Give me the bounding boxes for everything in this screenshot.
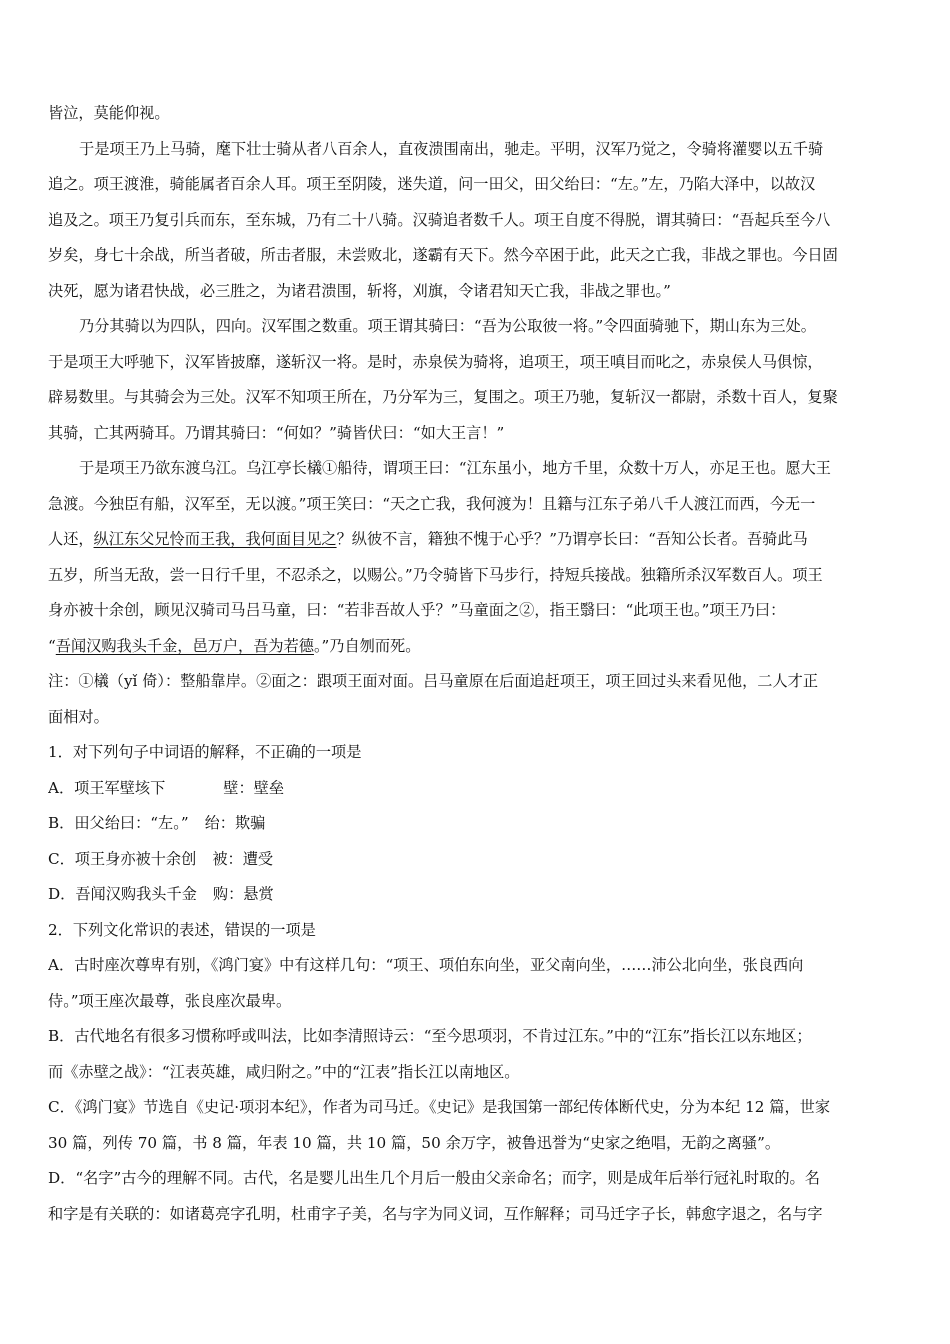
option-d-line: 和字是有关联的：如诸葛亮字孔明，杜甫字子美，名与字为同义词，互作解释；司马迁字子长，韩愈字退之，名与字 [48, 1204, 823, 1223]
option-label: C．项王身亦被十余创 [48, 849, 197, 868]
option-gloss: 壁：壁垒 [223, 778, 285, 797]
question-stem: 1．对下列句子中词语的解释，不正确的一项是 [48, 743, 362, 761]
passage-line [48, 522, 906, 558]
paragraph-wujiang [48, 451, 906, 664]
question-1 [48, 735, 906, 913]
option-b-line: 而《赤壁之战》：“江表英雄，咸归附之。”中的“江表”指长江以南地区。 [48, 1062, 520, 1081]
option-label: D．吾闻汉购我头千金 [48, 885, 197, 903]
passage-line: 于是项王大呼驰下，汉军皆披靡，遂斩汉一将。是时，赤泉侯为骑将，追项王，项王嗔目而叱之，赤泉侯人马俱惊， [48, 352, 823, 371]
passage-line: 岁矣，身七十余战，所当者破，所击者服，未尝败北，遂霸有天下。然今卒困于此，此天之亡我，非战之罪也。今日固 [48, 246, 838, 264]
text-segment: 人还， [48, 530, 94, 548]
option-c [48, 842, 906, 878]
paragraph-four-groups [48, 309, 906, 451]
option-c-line: C．《鸿门宴》节选自《史记·项羽本纪》，作者为司马迁。《史记》是我国第一部纪传体断代史，分为本纪 12 篇，世家 [48, 1098, 831, 1116]
option-a-line: A．古时座次尊卑有别，《鸿门宴》中有这样几句：“项王、项伯东向坐，亚父南向坐，……沛公北向坐，张良西向 [48, 956, 804, 974]
passage-line: 追之。项王渡淮，骑能属者百余人耳。项王至阴陵，迷失道，问一田父，田父绐曰：“左。”左，乃陷大泽中，以故汉 [48, 175, 816, 193]
question-2 [48, 913, 906, 1233]
option-gloss: 购：悬赏 [212, 885, 274, 903]
passage-line: 于是项王乃上马骑，麾下壮士骑从者八百余人，直夜溃围南出，驰走。平明，汉军乃觉之，令骑将灌婴以五千骑 [79, 139, 824, 158]
paragraph-escape [48, 132, 906, 310]
passage-line: 五岁，所当无敌，尝一日行千里，不忍杀之，以赐公。”乃令骑皆下马步行，持短兵接战。独籍所杀汉军数百人。项王 [48, 565, 823, 584]
note-line: 注：①檥（yǐ 倚）：整船靠岸。②面之：跟项王面对面。吕马童原在后面追赶项王，项王回过头来看见他，二人才正 [48, 672, 819, 690]
option-b [48, 806, 906, 842]
option-b-line: B．古代地名有很多习惯称呼或叫法，比如李清照诗云：“至今思项羽，不肯过江东。”中的“江东”指长江以东地区； [48, 1027, 812, 1045]
option-d-line: D．“名字”古今的理解不同。古代，名是婴儿出生几个月后一般由父亲命名；而字，则是成年后举行冠礼时取的。名 [48, 1169, 820, 1187]
option-a [48, 771, 906, 807]
option-label: A．项王军壁垓下 [48, 778, 166, 797]
option-d [48, 877, 906, 913]
document-page [48, 96, 906, 1232]
question-stem: 2．下列文化常识的表述，错误的一项是 [48, 920, 316, 939]
text-segment: “ [48, 636, 56, 655]
underlined-sentence-1: 纵江东父兄怜而王我，我何面目见之 [93, 530, 337, 548]
passage-line: 于是项王乃欲东渡乌江。乌江亭长檥①船待，谓项王曰：“江东虽小，地方千里，众数十万人，亦足王也。愿大王 [79, 459, 831, 477]
footnotes [48, 664, 906, 735]
passage-line: 追及之。项王乃复引兵而东，至东城，乃有二十八骑。汉骑追者数千人。项王自度不得脱，谓其骑曰：“吾起兵至今八 [48, 210, 831, 229]
option-gloss: 绐：欺骗 [204, 814, 266, 832]
underlined-sentence-2: 吾闻汉购我头千金，邑万户，吾为若德 [55, 636, 314, 655]
passage-line: 决死，愿为诸君快战，必三胜之，为诸君溃围，斩将，刈旗，令诸君知天亡我，非战之罪也。” [48, 281, 671, 300]
text-segment: 。”乃自刎而死。 [313, 636, 421, 655]
passage-line: 身亦被十余创，顾见汉骑司马吕马童，曰：“若非吾故人乎？”马童面之②，指王翳曰：“此项王也。”项王乃曰： [48, 601, 786, 619]
text-segment: ？纵彼不言，籍独不愧于心乎？”乃谓亭长曰：“吾知公长者。吾骑此马 [336, 530, 808, 548]
passage-line [48, 629, 906, 665]
passage-line: 辟易数里。与其骑会为三处。汉军不知项王所在，乃分军为三，复围之。项王乃驰，复斩汉一都尉，杀数十百人，复聚 [48, 388, 838, 406]
passage-line: 皆泣，莫能仰视。 [48, 104, 170, 122]
passage-line: 乃分其骑以为四队，四向。汉军围之数重。项王谓其骑曰：“吾为公取彼一将。”令四面骑驰下，期山东为三处。 [79, 317, 816, 335]
option-gloss: 被：遭受 [212, 849, 274, 868]
passage-line: 急渡。今独臣有船，汉军至，无以渡。”项王笑曰：“天之亡我，我何渡为！且籍与江东子弟八千人渡江而西，今无一 [48, 494, 816, 513]
passage-line: 其骑，亡其两骑耳。乃谓其骑曰：“何如？”骑皆伏曰：“如大王言！” [48, 423, 505, 442]
note-line: 面相对。 [48, 707, 109, 726]
option-a-line: 侍。”项王座次最尊，张良座次最卑。 [48, 991, 292, 1010]
option-label: B．田父绐曰：“左。” [48, 814, 189, 832]
option-c-line: 30 篇，列传 70 篇，书 8 篇，年表 10 篇，共 10 篇，50 余万字，被鲁迅誉为“史家之绝唱，无韵之离骚”。 [48, 1133, 781, 1152]
